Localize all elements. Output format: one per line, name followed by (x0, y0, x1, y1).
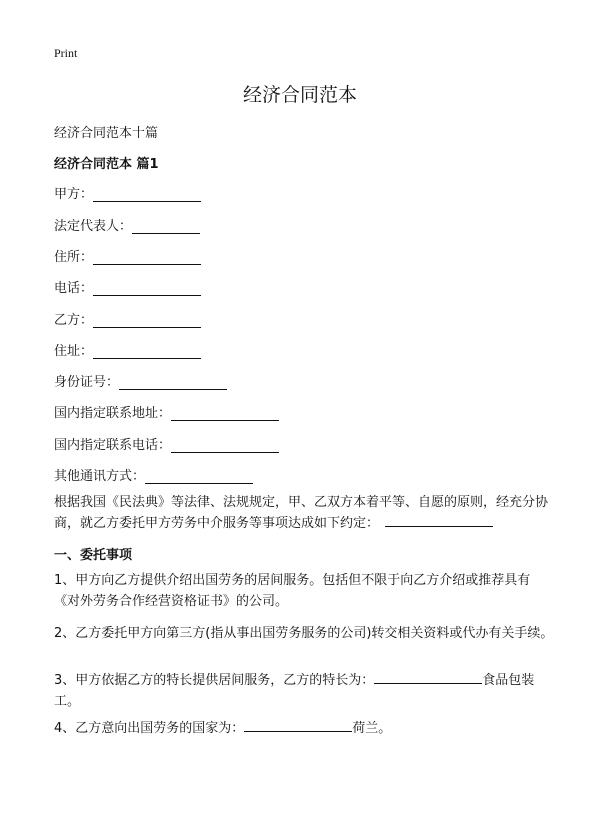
blank-line (93, 250, 201, 265)
clause-heading: 一、委托事项 (54, 548, 133, 563)
document-title: 经济合同范本 (242, 84, 357, 106)
blank-line (145, 469, 253, 484)
field-label: 身份证号： (54, 375, 120, 390)
clause-4 (54, 718, 554, 739)
blank-line (244, 719, 352, 732)
clause-3-value: 食品包装工。 (54, 673, 535, 709)
document-subtitle: 经济合同范本十篇 (54, 126, 159, 141)
field-label: 住址： (54, 344, 94, 359)
clause-3-text: 3、甲方依据乙方的特长提供居间服务，乙方的特长为： (54, 673, 375, 688)
field-other-contact (54, 465, 253, 484)
field-id-number (54, 371, 227, 390)
field-residence (54, 246, 201, 265)
clause-4-value: 荷兰。 (352, 721, 392, 736)
blank-line (132, 219, 200, 234)
field-party-b (54, 309, 201, 328)
field-label: 住所： (54, 250, 94, 265)
blank-line (171, 438, 279, 453)
field-label: 电话： (54, 281, 94, 296)
field-phone (54, 277, 201, 296)
blank-line (93, 344, 201, 359)
blank-line (93, 281, 201, 296)
blank-line (171, 406, 279, 421)
intro-text: 根据我国《民法典》等法律、法规规定，甲、乙双方本着平等、自愿的原则，经充分协商，就乙方委托甲方劳务中介服务等事项达成如下约定： (54, 495, 549, 531)
field-domestic-phone (54, 434, 279, 453)
field-address (54, 340, 201, 359)
field-domestic-address (54, 402, 279, 421)
blank-line (93, 313, 201, 328)
field-label: 国内指定联系电话： (54, 438, 172, 453)
section-heading: 经济合同范本 篇1 (54, 157, 159, 172)
field-label: 国内指定联系地址： (54, 406, 172, 421)
print-label[interactable]: Print (54, 46, 78, 60)
blank-line (93, 187, 201, 202)
field-label: 甲方： (54, 187, 94, 202)
blank-line (119, 375, 227, 390)
blank-line (385, 514, 493, 527)
blank-line (374, 671, 482, 684)
field-label: 乙方： (54, 313, 94, 328)
clause-2: 2、乙方委托甲方向第三方(指从事出国劳务服务的公司)转交相关资料或代办有关手续。 (54, 626, 554, 641)
field-party-a (54, 183, 201, 202)
clause-1: 1、甲方向乙方提供介绍出国劳务的居间服务。包括但不限于向乙方介绍或推荐具有《对外劳务合作经营资格证书》的公司。 (54, 573, 531, 609)
clause-3 (54, 670, 554, 712)
intro-paragraph (54, 492, 554, 534)
field-label: 其他通讯方式： (54, 469, 146, 484)
field-legal-representative (54, 215, 200, 234)
field-label: 法定代表人： (54, 219, 133, 234)
clause-4-text: 4、乙方意向出国劳务的国家为： (54, 721, 245, 736)
